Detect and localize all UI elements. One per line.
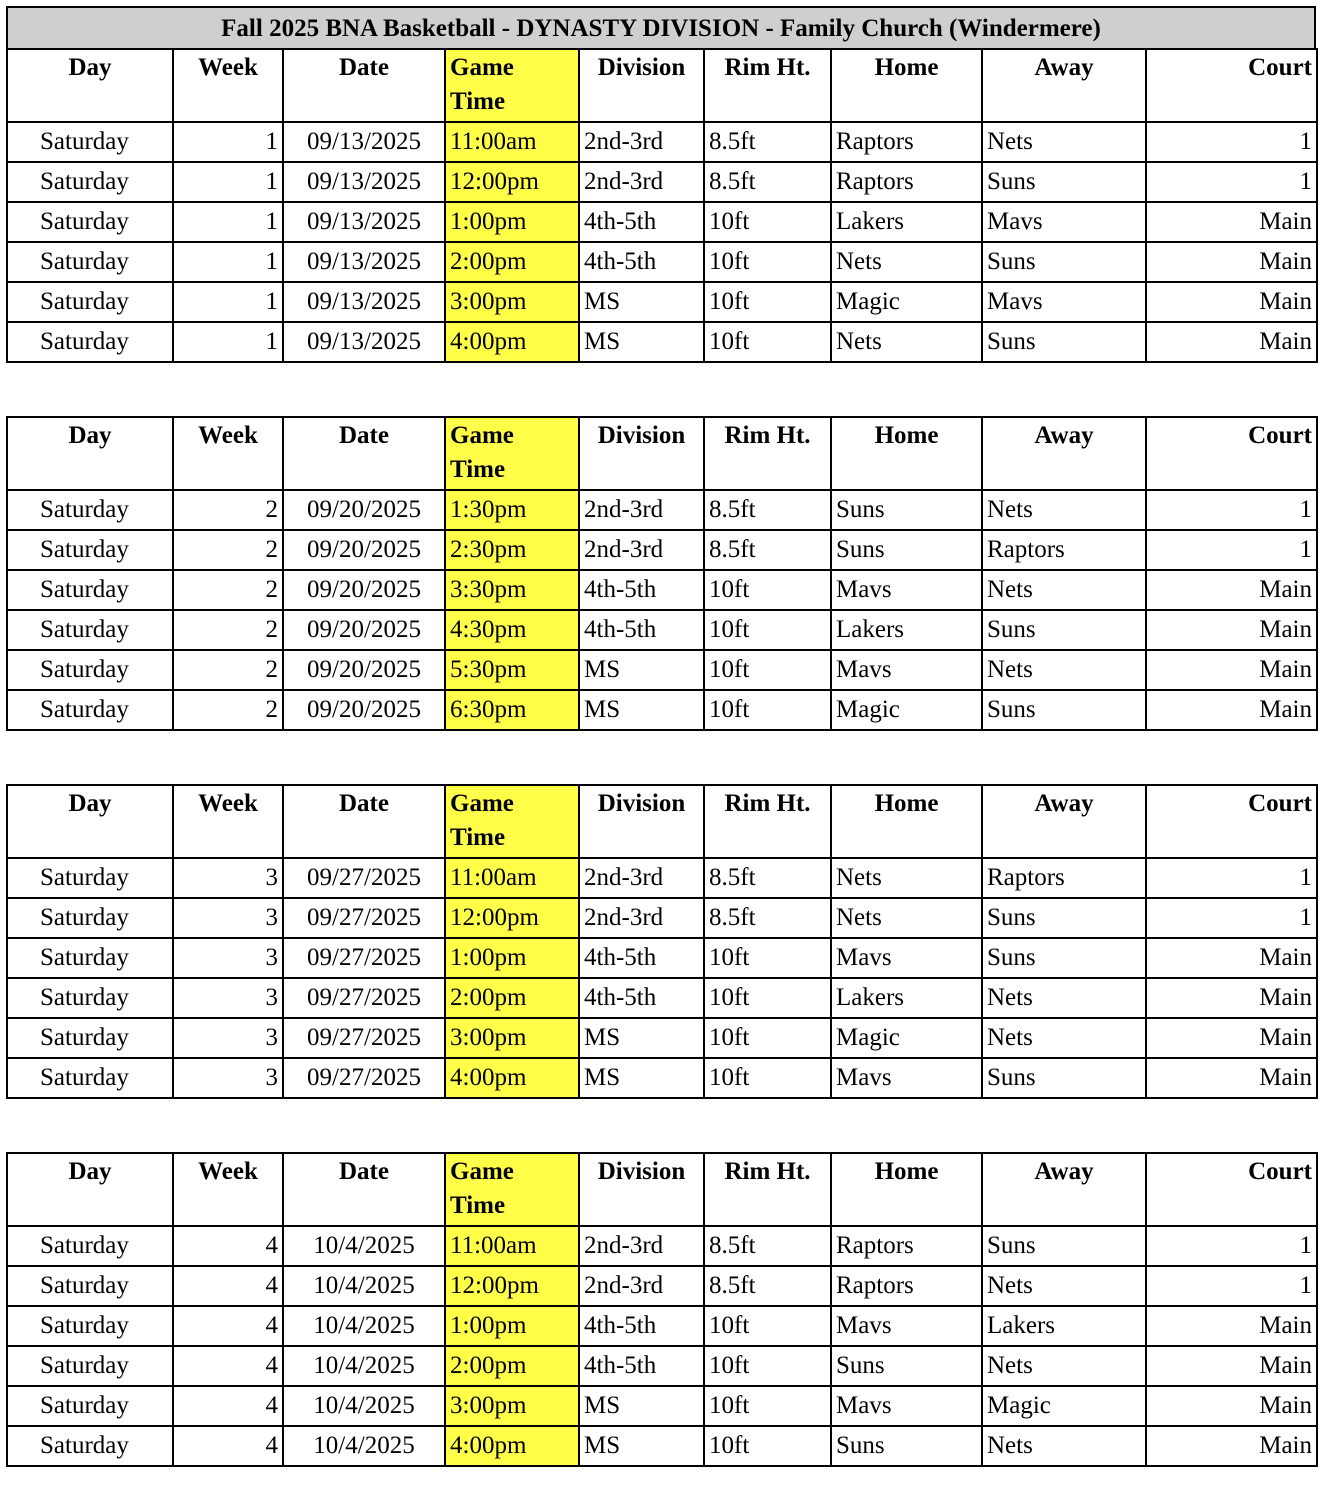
table-row: [7, 570, 1317, 610]
division-cell: MS: [579, 282, 704, 322]
game-time-header-line-1: Game: [450, 790, 514, 817]
week-header: Week: [173, 1153, 283, 1226]
rim-height-cell: 10ft: [704, 242, 831, 282]
table-row: [7, 1226, 1317, 1266]
week-cell: 3: [173, 938, 283, 978]
court-cell: Main: [1146, 282, 1317, 322]
table-row: [7, 1058, 1317, 1098]
home-team-cell: Mavs: [831, 1306, 982, 1346]
date-cell: 09/27/2025: [283, 978, 445, 1018]
week-cell: 2: [173, 490, 283, 530]
court-cell: Main: [1146, 650, 1317, 690]
away-team-header: Away: [982, 49, 1146, 122]
home-team-cell: Raptors: [831, 1266, 982, 1306]
game-time-header-line-1: Game: [450, 1158, 514, 1185]
game-time-cell: 4:30pm: [445, 610, 579, 650]
court-cell: Main: [1146, 1058, 1317, 1098]
week-cell: 4: [173, 1426, 283, 1466]
division-cell: 4th-5th: [579, 1346, 704, 1386]
header-row: [7, 417, 1317, 490]
away-team-cell: Suns: [982, 938, 1146, 978]
date-cell: 09/20/2025: [283, 570, 445, 610]
away-team-cell: Suns: [982, 898, 1146, 938]
day-cell: Saturday: [7, 570, 173, 610]
division-cell: MS: [579, 1058, 704, 1098]
week-header: Week: [173, 417, 283, 490]
game-time-cell: 11:00am: [445, 1226, 579, 1266]
day-cell: Saturday: [7, 858, 173, 898]
date-header: Date: [283, 785, 445, 858]
week-cell: 2: [173, 570, 283, 610]
rim-height-cell: 8.5ft: [704, 122, 831, 162]
division-cell: 4th-5th: [579, 242, 704, 282]
week-cell: 4: [173, 1346, 283, 1386]
game-time-cell: 3:00pm: [445, 1386, 579, 1426]
game-time-cell: 1:30pm: [445, 490, 579, 530]
game-time-cell: 1:00pm: [445, 202, 579, 242]
week-cell: 3: [173, 1058, 283, 1098]
court-header: Court: [1146, 785, 1317, 858]
table-row: [7, 898, 1317, 938]
away-team-header: Away: [982, 417, 1146, 490]
away-team-cell: Raptors: [982, 530, 1146, 570]
week-cell: 1: [173, 162, 283, 202]
rim-height-header: Rim Ht.: [704, 49, 831, 122]
table-row: [7, 978, 1317, 1018]
division-cell: 2nd-3rd: [579, 162, 704, 202]
away-team-cell: Lakers: [982, 1306, 1146, 1346]
home-team-header: Home: [831, 1153, 982, 1226]
day-cell: Saturday: [7, 242, 173, 282]
away-team-cell: Suns: [982, 610, 1146, 650]
date-cell: 09/20/2025: [283, 690, 445, 730]
court-cell: 1: [1146, 490, 1317, 530]
court-header: Court: [1146, 1153, 1317, 1226]
rim-height-cell: 8.5ft: [704, 1226, 831, 1266]
rim-height-header: Rim Ht.: [704, 785, 831, 858]
day-cell: Saturday: [7, 122, 173, 162]
table-row: [7, 1346, 1317, 1386]
day-cell: Saturday: [7, 610, 173, 650]
week-cell: 2: [173, 690, 283, 730]
court-cell: Main: [1146, 938, 1317, 978]
court-header: Court: [1146, 49, 1317, 122]
rim-height-cell: 10ft: [704, 202, 831, 242]
game-time-cell: 1:00pm: [445, 1306, 579, 1346]
week-header: Week: [173, 785, 283, 858]
court-cell: Main: [1146, 978, 1317, 1018]
away-team-cell: Mavs: [982, 202, 1146, 242]
away-team-cell: Nets: [982, 978, 1146, 1018]
court-cell: Main: [1146, 1018, 1317, 1058]
day-cell: Saturday: [7, 1266, 173, 1306]
table-row: [7, 858, 1317, 898]
header-row: [7, 1153, 1317, 1226]
date-cell: 09/13/2025: [283, 242, 445, 282]
rim-height-cell: 10ft: [704, 570, 831, 610]
day-cell: Saturday: [7, 650, 173, 690]
schedule-table-week-4: [6, 1152, 1318, 1467]
table-row: [7, 1018, 1317, 1058]
date-cell: 09/13/2025: [283, 162, 445, 202]
home-team-cell: Suns: [831, 530, 982, 570]
game-time-cell: 2:00pm: [445, 1346, 579, 1386]
rim-height-cell: 10ft: [704, 1346, 831, 1386]
court-cell: Main: [1146, 1386, 1317, 1426]
day-cell: Saturday: [7, 490, 173, 530]
division-cell: 4th-5th: [579, 202, 704, 242]
date-cell: 10/4/2025: [283, 1426, 445, 1466]
date-cell: 09/13/2025: [283, 322, 445, 362]
rim-height-cell: 8.5ft: [704, 1266, 831, 1306]
week-cell: 4: [173, 1386, 283, 1426]
court-cell: 1: [1146, 162, 1317, 202]
game-time-header-line-2: Time: [450, 824, 506, 851]
week-cell: 2: [173, 530, 283, 570]
day-cell: Saturday: [7, 978, 173, 1018]
day-header: Day: [7, 785, 173, 858]
game-time-header: [445, 417, 579, 490]
division-cell: 2nd-3rd: [579, 858, 704, 898]
rim-height-cell: 10ft: [704, 610, 831, 650]
week-cell: 1: [173, 242, 283, 282]
game-time-cell: 12:00pm: [445, 1266, 579, 1306]
game-time-cell: 1:00pm: [445, 938, 579, 978]
rim-height-cell: 10ft: [704, 1386, 831, 1426]
division-header: Division: [579, 1153, 704, 1226]
away-team-cell: Suns: [982, 1226, 1146, 1266]
away-team-cell: Nets: [982, 1266, 1146, 1306]
schedule-title: Fall 2025 BNA Basketball - DYNASTY DIVISION - Family Church (Windermere): [6, 6, 1316, 48]
home-team-cell: Mavs: [831, 650, 982, 690]
court-cell: 1: [1146, 858, 1317, 898]
home-team-header: Home: [831, 417, 982, 490]
away-team-cell: Nets: [982, 650, 1146, 690]
table-row: [7, 1266, 1317, 1306]
week-cell: 3: [173, 898, 283, 938]
division-cell: MS: [579, 1018, 704, 1058]
game-time-header: [445, 785, 579, 858]
home-team-cell: Raptors: [831, 122, 982, 162]
week-header: Week: [173, 49, 283, 122]
day-header: Day: [7, 49, 173, 122]
rim-height-cell: 8.5ft: [704, 858, 831, 898]
rim-height-cell: 10ft: [704, 690, 831, 730]
day-header: Day: [7, 417, 173, 490]
schedule-table-week-1: [6, 48, 1318, 363]
home-team-cell: Nets: [831, 898, 982, 938]
table-row: [7, 322, 1317, 362]
home-team-cell: Lakers: [831, 978, 982, 1018]
rim-height-cell: 10ft: [704, 978, 831, 1018]
week-cell: 1: [173, 202, 283, 242]
day-cell: Saturday: [7, 1386, 173, 1426]
day-cell: Saturday: [7, 530, 173, 570]
date-cell: 09/27/2025: [283, 938, 445, 978]
court-cell: Main: [1146, 242, 1317, 282]
away-team-cell: Mavs: [982, 282, 1146, 322]
division-cell: 4th-5th: [579, 1306, 704, 1346]
table-row: [7, 282, 1317, 322]
day-cell: Saturday: [7, 1226, 173, 1266]
game-time-cell: 2:00pm: [445, 242, 579, 282]
court-header: Court: [1146, 417, 1317, 490]
home-team-cell: Lakers: [831, 202, 982, 242]
rim-height-cell: 10ft: [704, 1018, 831, 1058]
court-cell: 1: [1146, 898, 1317, 938]
week-cell: 4: [173, 1226, 283, 1266]
date-cell: 09/27/2025: [283, 858, 445, 898]
home-team-cell: Suns: [831, 1346, 982, 1386]
court-cell: Main: [1146, 690, 1317, 730]
game-time-cell: 6:30pm: [445, 690, 579, 730]
table-row: [7, 1386, 1317, 1426]
rim-height-cell: 10ft: [704, 282, 831, 322]
week-cell: 3: [173, 858, 283, 898]
court-cell: Main: [1146, 570, 1317, 610]
away-team-cell: Nets: [982, 1346, 1146, 1386]
table-row: [7, 1426, 1317, 1466]
date-cell: 10/4/2025: [283, 1266, 445, 1306]
date-cell: 10/4/2025: [283, 1226, 445, 1266]
date-cell: 09/13/2025: [283, 202, 445, 242]
game-time-cell: 4:00pm: [445, 1058, 579, 1098]
division-cell: 2nd-3rd: [579, 1226, 704, 1266]
home-team-header: Home: [831, 49, 982, 122]
game-time-cell: 3:00pm: [445, 282, 579, 322]
table-row: [7, 938, 1317, 978]
date-cell: 09/27/2025: [283, 898, 445, 938]
day-cell: Saturday: [7, 1018, 173, 1058]
away-team-header: Away: [982, 1153, 1146, 1226]
court-cell: Main: [1146, 1346, 1317, 1386]
day-cell: Saturday: [7, 1346, 173, 1386]
division-cell: MS: [579, 650, 704, 690]
game-time-cell: 5:30pm: [445, 650, 579, 690]
home-team-cell: Mavs: [831, 1386, 982, 1426]
rim-height-header: Rim Ht.: [704, 417, 831, 490]
date-cell: 09/20/2025: [283, 530, 445, 570]
away-team-cell: Nets: [982, 490, 1146, 530]
game-time-cell: 11:00am: [445, 858, 579, 898]
table-row: [7, 610, 1317, 650]
rim-height-cell: 8.5ft: [704, 162, 831, 202]
home-team-cell: Raptors: [831, 1226, 982, 1266]
game-time-cell: 3:30pm: [445, 570, 579, 610]
away-team-cell: Nets: [982, 122, 1146, 162]
home-team-cell: Raptors: [831, 162, 982, 202]
home-team-cell: Suns: [831, 1426, 982, 1466]
date-header: Date: [283, 417, 445, 490]
division-cell: 4th-5th: [579, 978, 704, 1018]
game-time-header: [445, 49, 579, 122]
away-team-cell: Suns: [982, 162, 1146, 202]
division-cell: MS: [579, 690, 704, 730]
date-header: Date: [283, 49, 445, 122]
date-header: Date: [283, 1153, 445, 1226]
week-cell: 4: [173, 1266, 283, 1306]
game-time-header-line-1: Game: [450, 422, 514, 449]
day-cell: Saturday: [7, 282, 173, 322]
day-cell: Saturday: [7, 202, 173, 242]
division-cell: 2nd-3rd: [579, 122, 704, 162]
rim-height-cell: 10ft: [704, 1058, 831, 1098]
game-time-header-line-2: Time: [450, 456, 506, 483]
court-cell: 1: [1146, 1266, 1317, 1306]
day-header: Day: [7, 1153, 173, 1226]
game-time-cell: 11:00am: [445, 122, 579, 162]
table-row: [7, 162, 1317, 202]
home-team-header: Home: [831, 785, 982, 858]
game-time-cell: 2:00pm: [445, 978, 579, 1018]
week-cell: 1: [173, 122, 283, 162]
schedule-table-week-2: [6, 416, 1318, 731]
away-team-header: Away: [982, 785, 1146, 858]
day-cell: Saturday: [7, 322, 173, 362]
rim-height-cell: 8.5ft: [704, 490, 831, 530]
game-time-cell: 4:00pm: [445, 322, 579, 362]
week-cell: 3: [173, 1018, 283, 1058]
court-cell: Main: [1146, 322, 1317, 362]
game-time-cell: 3:00pm: [445, 1018, 579, 1058]
division-cell: MS: [579, 1386, 704, 1426]
rim-height-cell: 10ft: [704, 938, 831, 978]
away-team-cell: Suns: [982, 690, 1146, 730]
rim-height-cell: 10ft: [704, 1306, 831, 1346]
away-team-cell: Suns: [982, 1058, 1146, 1098]
division-cell: 4th-5th: [579, 610, 704, 650]
table-row: [7, 1306, 1317, 1346]
header-row: [7, 49, 1317, 122]
schedule-table-week-3: [6, 784, 1318, 1099]
away-team-cell: Suns: [982, 322, 1146, 362]
home-team-cell: Mavs: [831, 938, 982, 978]
date-cell: 10/4/2025: [283, 1386, 445, 1426]
division-header: Division: [579, 417, 704, 490]
home-team-cell: Nets: [831, 322, 982, 362]
day-cell: Saturday: [7, 1058, 173, 1098]
division-cell: 2nd-3rd: [579, 490, 704, 530]
day-cell: Saturday: [7, 938, 173, 978]
home-team-cell: Mavs: [831, 570, 982, 610]
table-row: [7, 650, 1317, 690]
week-cell: 4: [173, 1306, 283, 1346]
court-cell: Main: [1146, 202, 1317, 242]
court-cell: Main: [1146, 1306, 1317, 1346]
week-cell: 3: [173, 978, 283, 1018]
date-cell: 09/20/2025: [283, 650, 445, 690]
division-cell: 4th-5th: [579, 570, 704, 610]
division-cell: 2nd-3rd: [579, 898, 704, 938]
table-row: [7, 122, 1317, 162]
rim-height-cell: 8.5ft: [704, 898, 831, 938]
table-row: [7, 690, 1317, 730]
game-time-header-line-2: Time: [450, 88, 506, 115]
table-row: [7, 490, 1317, 530]
rim-height-header: Rim Ht.: [704, 1153, 831, 1226]
division-cell: 2nd-3rd: [579, 1266, 704, 1306]
rim-height-cell: 10ft: [704, 650, 831, 690]
day-cell: Saturday: [7, 1426, 173, 1466]
division-cell: MS: [579, 322, 704, 362]
day-cell: Saturday: [7, 1306, 173, 1346]
game-time-cell: 4:00pm: [445, 1426, 579, 1466]
division-header: Division: [579, 785, 704, 858]
home-team-cell: Magic: [831, 690, 982, 730]
rim-height-cell: 10ft: [704, 322, 831, 362]
away-team-cell: Nets: [982, 1018, 1146, 1058]
game-time-header-line-2: Time: [450, 1192, 506, 1219]
home-team-cell: Magic: [831, 1018, 982, 1058]
game-time-cell: 12:00pm: [445, 162, 579, 202]
date-cell: 09/20/2025: [283, 610, 445, 650]
home-team-cell: Nets: [831, 858, 982, 898]
court-cell: 1: [1146, 1226, 1317, 1266]
game-time-header-line-1: Game: [450, 54, 514, 81]
home-team-cell: Nets: [831, 242, 982, 282]
table-row: [7, 202, 1317, 242]
date-cell: 10/4/2025: [283, 1306, 445, 1346]
division-header: Division: [579, 49, 704, 122]
week-cell: 1: [173, 322, 283, 362]
date-cell: 09/13/2025: [283, 122, 445, 162]
day-cell: Saturday: [7, 690, 173, 730]
game-time-cell: 2:30pm: [445, 530, 579, 570]
date-cell: 09/13/2025: [283, 282, 445, 322]
week-cell: 2: [173, 650, 283, 690]
week-cell: 2: [173, 610, 283, 650]
game-time-cell: 12:00pm: [445, 898, 579, 938]
home-team-cell: Lakers: [831, 610, 982, 650]
date-cell: 09/27/2025: [283, 1018, 445, 1058]
away-team-cell: Suns: [982, 242, 1146, 282]
date-cell: 10/4/2025: [283, 1346, 445, 1386]
division-cell: 2nd-3rd: [579, 530, 704, 570]
home-team-cell: Suns: [831, 490, 982, 530]
rim-height-cell: 8.5ft: [704, 530, 831, 570]
court-cell: Main: [1146, 1426, 1317, 1466]
header-row: [7, 785, 1317, 858]
date-cell: 09/20/2025: [283, 490, 445, 530]
home-team-cell: Mavs: [831, 1058, 982, 1098]
table-row: [7, 242, 1317, 282]
home-team-cell: Magic: [831, 282, 982, 322]
court-cell: 1: [1146, 122, 1317, 162]
division-cell: 4th-5th: [579, 938, 704, 978]
date-cell: 09/27/2025: [283, 1058, 445, 1098]
court-cell: 1: [1146, 530, 1317, 570]
day-cell: Saturday: [7, 162, 173, 202]
away-team-cell: Nets: [982, 570, 1146, 610]
rim-height-cell: 10ft: [704, 1426, 831, 1466]
away-team-cell: Magic: [982, 1386, 1146, 1426]
day-cell: Saturday: [7, 898, 173, 938]
week-cell: 1: [173, 282, 283, 322]
game-time-header: [445, 1153, 579, 1226]
court-cell: Main: [1146, 610, 1317, 650]
table-row: [7, 530, 1317, 570]
away-team-cell: Raptors: [982, 858, 1146, 898]
away-team-cell: Nets: [982, 1426, 1146, 1466]
division-cell: MS: [579, 1426, 704, 1466]
